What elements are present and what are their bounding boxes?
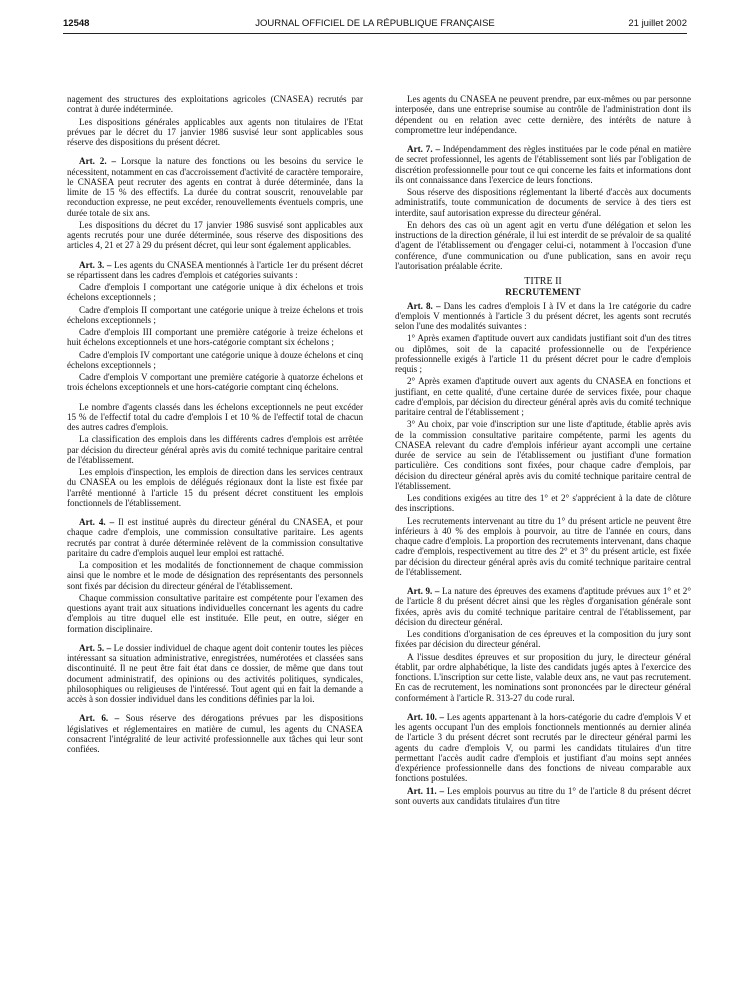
paragraph-text: Indépendamment des règles instituées par le code pénal en matière de secret professionnel, les agents de l'établissement sont liés par l'obligation de discrétion professionnelle pour tout ce qui concerne les faits et informations dont ils ont connaissance dans l'exercice de leurs fonctions. [395, 144, 691, 185]
paragraph [395, 94, 691, 135]
paragraph [67, 593, 363, 634]
header-rule [63, 33, 687, 34]
paragraph [67, 434, 363, 465]
paragraph-text: Le nombre d'agents classés dans les échelons exceptionnels ne peut excéder 15 % de l'effectif total du cadre d'emplois I et 10 % de l'effectif total de chacun des autres cadres d'emplois. [67, 401, 363, 432]
paragraph-text: La classification des emplois dans les différents cadres d'emplois est arrêtée par décision du directeur général après avis du comité technique paritaire central de l'établissement. [67, 434, 363, 465]
paragraph [395, 629, 691, 650]
article-paragraph [67, 643, 363, 705]
paragraph-text: Les dispositions du décret du 17 janvier 1986 susvisé sont applicables aux agents recrutés pour une durée déterminée, sous réserve des dispositions des articles 4, 21 et 27 à 29 du présent décret, qui leur sont également applicables. [67, 219, 363, 251]
paragraph-text: Les dispositions générales applicables aux agents non titulaires de l'Etat prévues par le décret du 17 janvier 1986 susvisé leur sont applicables sous réserve des dispositions du présent décret. [67, 116, 363, 147]
paragraph [395, 187, 691, 218]
article-number: Art. 9. – [407, 586, 440, 596]
journal-title: JOURNAL OFFICIEL DE LA RÉPUBLIQUE FRANÇAISE [255, 18, 495, 29]
paragraph-text: Chaque commission consultative paritaire est compétente pour l'examen des questions ayant trait aux situations individuelles concernant les agents du cadre d'emplois au titre duquel elle est instituée. Elle peut, en outre, siéger en formation disciplinaire. [67, 592, 363, 634]
paragraph-text: Les emplois d'inspection, les emplois de direction dans les services centraux du CNASEA ou les emplois de délégués régionaux dont la liste est fixée par l'arrêté mentionné à l'article 15 du présent décret constituent les emplois fonctionnels de l'établissement. [67, 467, 363, 508]
paragraph [67, 467, 363, 508]
paragraph-text: Le dossier individuel de chaque agent doit contenir toutes les pièces intéressant sa situation administrative, enregistrées, numérotées et classées sans discontinuité. Il ne peut être fait état dans ce dossier, de même que dans tout document administratif, des opinions ou des activités politiques, syndicales, philosophiques ou religieuses de l'intéressé. Tout agent qui en fait la demande a accès à son dossier individuel dans les conditions définies par la loi. [67, 642, 364, 704]
paragraph [395, 376, 691, 417]
paragraph-text: En dehors des cas où un agent agit en vertu d'une délégation et selon les instructions de la direction générale, il lui est interdit de se prévaloir de sa qualité d'agent de l'établissement ou d'engager celui-ci, notamment à l'occasion d'une conférence, d'une communication ou d'une publication, sans en avoir reçu l'autorisation préalable écrite. [395, 219, 691, 271]
paragraph [67, 305, 363, 326]
paragraph [395, 516, 691, 578]
paragraph-text: Les conditions exigées au titre des 1° et 2° s'apprécient à la date de clôture des inscriptions. [395, 493, 691, 514]
left-column [67, 94, 363, 756]
article-number: Art. 6. – [79, 713, 120, 724]
paragraph-text: Cadre d'emplois III comportant une première catégorie à treize échelons et huit échelons exceptionnels et une hors-catégorie comptant six échelons ; [67, 327, 363, 348]
paragraph-text: Les emplois pourvus au titre du 1° de l'article 8 du présent décret sont ouverts aux candidats titulaires d'un titre [395, 785, 691, 806]
paragraph-text: 3° Au choix, par voie d'inscription sur une liste d'aptitude, établie après avis de la commission consultative paritaire compétente, parmi les agents du CNASEA relevant du cadre d'emplois inférieur ayant accompli une certaine durée de service au sein de l'établissement ou justifiant d'une formation particulière. Ces conditions sont fixées, pour chaque cadre d'emplois, par décision du directeur général après avis du comité technique paritaire central de l'établissement. [395, 419, 691, 491]
article-number: Art. 11. – [407, 785, 445, 796]
paragraph-text: Les conditions d'organisation de ces épreuves et la composition du jury sont fixées par décision du directeur général. [395, 629, 691, 650]
article-number: Art. 5. – [79, 642, 112, 653]
page-header [63, 18, 687, 34]
paragraph-text: La nature des épreuves des examens d'aptitude prévues aux 1° et 2° de l'article 8 du présent décret ainsi que les règles d'organisation générale sont fixées, après avis du comité technique paritaire central de l'établissement, par décision du directeur général. [395, 586, 691, 627]
paragraph-text: Sous réserve des dispositions réglementant la liberté d'accès aux documents administratifs, toute communication de documents de service à des tiers est interdite, sauf autorisation expresse du directeur général. [395, 187, 691, 218]
paragraph-text: Les agents du CNASEA mentionnés à l'article 1er du présent décret se répartissent dans les cadres d'emplois et catégories suivants : [67, 259, 363, 280]
paragraph [67, 372, 363, 393]
article-number: Art. 10. – [407, 711, 445, 722]
paragraph [67, 94, 363, 115]
paragraph-text: Sous réserve des dérogations prévues par les dispositions législatives et réglementaires en matière de cumul, les agents du CNASEA consacrent l'intégralité de leur activité professionnelle aux tâches qui leur sont confiées. [67, 713, 363, 754]
paragraph [67, 402, 363, 433]
article-paragraph [67, 260, 363, 281]
article-number: Art. 2. – [79, 156, 117, 167]
section-title: TITRE II [524, 276, 562, 287]
paragraph [395, 493, 691, 514]
publication-date: 21 juillet 2002 [628, 18, 687, 29]
paragraph-text: Cadre d'emplois IV comportant une catégorie unique à douze échelons et cinq échelons exceptionnels ; [67, 349, 363, 370]
section-subtitle: RECRUTEMENT [505, 288, 581, 299]
paragraph [67, 282, 363, 303]
paragraph [395, 419, 691, 491]
article-paragraph [395, 144, 691, 185]
article-paragraph [67, 713, 363, 754]
paragraph [395, 652, 691, 703]
paragraph-text: 2° Après examen d'aptitude ouvert aux agents du CNASEA en fonctions et justifiant, en cette qualité, d'une certaine durée de services fixée, pour chaque cadre d'emplois, par décision du directeur général après avis du comité technique paritaire central de l'établissement ; [395, 376, 691, 417]
paragraph-text: Dans les cadres d'emplois I à IV et dans la 1re catégorie du cadre d'emplois V mentionnés à l'article 3 du présent décret, les agents sont recrutés selon l'une des modalités suivantes : [395, 300, 691, 331]
paragraph [395, 220, 691, 271]
paragraph-text: Cadre d'emplois I comportant une catégorie unique à dix échelons et trois échelons exceptionnels ; [67, 282, 363, 303]
article-paragraph [67, 156, 363, 218]
paragraph [67, 117, 363, 148]
article-paragraph [395, 786, 691, 807]
paragraph-text: Cadre d'emplois V comportant une première catégorie à quatorze échelons et trois échelons exceptionnels et une hors-catégorie comptant cinq échelons. [67, 372, 363, 393]
paragraph-text: La composition et les modalités de fonctionnement de chaque commission ainsi que le nombre et le mode de désignation des représentants des personnels sont fixés par décision du directeur général de l'établissement. [67, 560, 363, 591]
article-number: Art. 3. – [79, 259, 112, 270]
article-paragraph [395, 586, 691, 627]
article-paragraph [67, 517, 363, 558]
right-column [395, 94, 691, 808]
article-number: Art. 4. – [79, 517, 115, 527]
paragraph-text: Les agents appartenant à la hors-catégorie du cadre d'emplois V et les agents occupant l'un des emplois fonctionnels mentionnés au dernier alinéa de l'article 3 du présent décret sont recrutés par le directeur général parmi les agents du cadre d'emplois V, ou parmi les candidats titulaires d'un titre permettant l'accès audit cadre d'emplois et justifiant d'au moins sept années d'expérience professionnelle dans des fonctions de niveau comparable aux fonctions postulées. [395, 711, 691, 784]
paragraph-text: Il est institué auprès du directeur général du CNASEA, et pour chaque cadre d'emplois, une commission consultative paritaire. Les agents recrutés par contrat à durée déterminée relèvent de la commission consultative paritaire du cadre d'emplois auquel leur emploi est rattaché. [67, 517, 363, 558]
article-number: Art. 7. – [407, 144, 441, 154]
paragraph [67, 220, 363, 251]
article-number: Art. 8. – [407, 300, 441, 311]
article-paragraph [395, 301, 691, 332]
paragraph [67, 350, 363, 371]
paragraph-text: 1° Après examen d'aptitude ouvert aux candidats justifiant soit d'un des titres ou diplômes, soit de la capacité professionnelle ou de l'expérience professionnelle exigés à l'article 11 du présent décret pour le cadre d'emplois requis ; [395, 333, 691, 374]
paragraph-text: Lorsque la nature des fonctions ou les besoins du service le nécessitent, notamment en cas d'accroissement d'activité de caractère temporaire, le CNASEA peut recruter des agents en contrat à durée déterminée, dans la limite de 15 % des effectifs. La durée du contrat souscrit, renouvelable par reconduction expresse, ne peut excéder, renouvellements éventuels compris, une durée totale de six ans. [67, 156, 363, 218]
paragraph [67, 560, 363, 591]
article-paragraph [395, 712, 691, 784]
paragraph-text: Les recrutements intervenant au titre du 1° du présent article ne peuvent être inférieurs à 40 % des emplois à pourvoir, au titre de l'année en cours, dans chaque cadre d'emplois. La proportion des recrutements intervenant, dans chaque cadre d'emplois, respectivement au titre des 2° et 3° du présent article, est fixée par décision du directeur général après avis du comité technique paritaire central de l'établissement. [395, 515, 691, 577]
paragraph-text: nagement des structures des exploitations agricoles (CNASEA) recrutés par contrat à durée indéterminée. [67, 94, 363, 115]
paragraph-text: Cadre d'emplois II comportant une catégorie unique à treize échelons et trois échelons exceptionnels ; [67, 304, 363, 325]
paragraph-text: A l'issue desdites épreuves et sur proposition du jury, le directeur général établit, par ordre alphabétique, la liste des candidats jugés aptes à l'exercice des fonctions. L'inscription sur cette liste, valable deux ans, ne vaut pas recrutement. En cas de recrutement, les nominations sont prononcées par le directeur général conformément à l'article R. 313-27 du code rural. [395, 651, 691, 703]
page-number: 12548 [63, 18, 90, 29]
paragraph [67, 327, 363, 348]
paragraph-text: Les agents du CNASEA ne peuvent prendre, par eux-mêmes ou par personne interposée, dans une entreprise soumise au contrôle de l'administration dont ils dépendent ou en relation avec cette dernière, des intérêts de nature à compromettre leur indépendance. [395, 94, 691, 135]
paragraph [395, 333, 691, 374]
